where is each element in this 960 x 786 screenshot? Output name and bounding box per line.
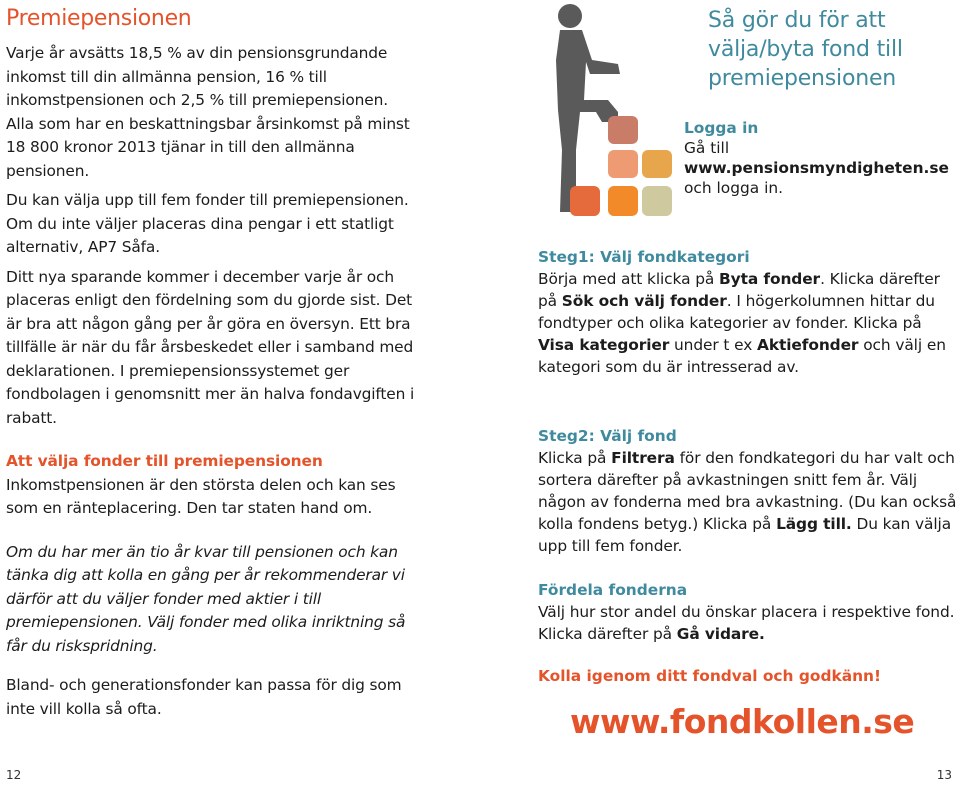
fund-choice-paragraph: Du kan välja upp till fem fonder till premiepensionen. Om du inte väljer placeras dina pengar i ett statligt alternativ, AP7 Såfa.: [6, 191, 409, 256]
savings-paragraph: Ditt nya sparande kommer i december varje år och placeras enligt den fördelning som du gjorde sist. Det är bra att någon gång per år göra en översyn. Ett bra tillfälle är när du får årsbeskedet eller i samband med deklarationen. I premiepensionssystemet ger fondbolagen i genomsnitt mer än halva fondavgiften i rabatt.: [6, 267, 415, 427]
choose-funds-heading: Att välja fonder till premiepensionen: [6, 452, 323, 470]
climbing-figure-icon: [536, 0, 676, 225]
block: [642, 186, 672, 216]
page-number-right: 13: [936, 768, 952, 782]
distribute-text: Välj hur stor andel du önskar placera i respektive fond. Klicka därefter på Gå vidare.: [538, 603, 955, 643]
login-title: Logga in: [684, 119, 759, 137]
step2-title: Steg2: Välj fond: [538, 427, 677, 445]
right-page: [536, 0, 960, 786]
block: [608, 116, 638, 144]
left-title: Premiepensionen: [6, 6, 192, 31]
step1-title: Steg1: Välj fondkategori: [538, 248, 750, 266]
fondkollen-link: www.fondkollen.se: [570, 702, 915, 741]
pensionsmyndigheten-link: www.pensionsmyndigheten.se: [684, 159, 949, 177]
block: [608, 186, 638, 216]
left-page: [6, 4, 418, 721]
block: [608, 150, 638, 178]
person-silhouette: [556, 4, 620, 212]
page-number-left: 12: [6, 768, 22, 782]
step1-text: Börja med att klicka på Byta fonder. Klicka därefter på Sök och välj fonder. I högerkolumnen hittar du fondtyper och olika kategorier av fonder. Klicka på Visa kategorier under t ex Aktiefonder och välj en kategori som du är intresserad av.: [538, 270, 946, 376]
block: [570, 186, 600, 216]
color-blocks: [570, 116, 672, 216]
step2-section: [538, 425, 958, 557]
income-pension-paragraph: Inkomstpensionen är den största delen och kan ses som en ränteplacering. Den tar staten hand om.: [6, 475, 396, 517]
right-title: Så gör du för att välja/byta fond till premiepensionen: [708, 8, 903, 91]
block: [642, 150, 672, 178]
step2-text: Klicka på Filtrera för den fondkategori du har valt och sortera därefter på avkastningen snitt fem år. Välj någon av fonderna med bra avkastning. (Du kan också kolla fondens betyg.) Klicka på Lägg till. Du kan välja upp till fem fonder.: [538, 449, 957, 555]
mixed-funds-paragraph: Bland- och generationsfonder kan passa för dig som inte vill kolla så ofta.: [6, 676, 402, 718]
login-block: [684, 118, 960, 198]
login-line2: och logga in.: [684, 179, 784, 197]
distribute-section: [538, 579, 958, 645]
distribute-title: Fördela fonderna: [538, 581, 688, 599]
recommendation-paragraph: Om du har mer än tio år kvar till pensionen och kan tänka dig att kolla en gång per år rekommenderar vi därför att du väljer fonder med aktier i till premiepensionen. Välj fonder med olika inriktning så får du riskspridning.: [6, 542, 406, 655]
review-approve-text: Kolla igenom ditt fondval och godkänn!: [538, 667, 882, 685]
step1-section: [538, 246, 958, 378]
intro-paragraph: Varje år avsätts 18,5 % av din pensionsgrundande inkomst till din allmänna pension, 16 % till inkomstpensionen och 2,5 % till premiepensionen. Alla som har en beskattningsbar årsinkomst på minst 18 800 kronor 2013 tjänar in till den allmänna pensionen.: [6, 44, 410, 180]
login-line1: Gå till: [684, 139, 730, 157]
